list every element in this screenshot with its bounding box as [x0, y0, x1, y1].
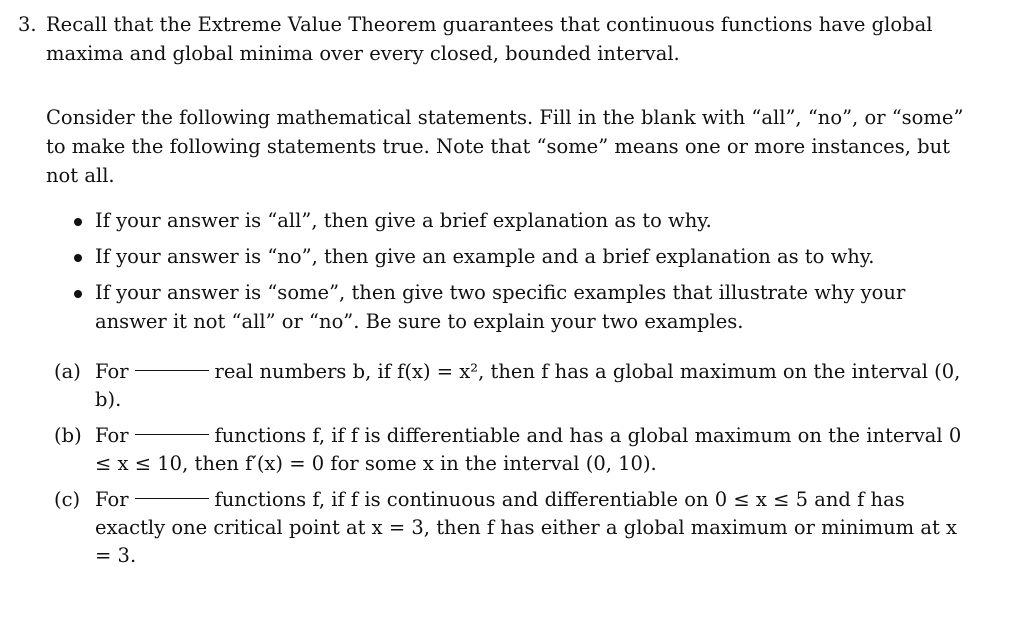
bullet-item [74, 206, 968, 235]
part-statement: real numbers b, if f(x) = x², then f has a global maximum on the interval (0, b). [95, 360, 961, 411]
bullet-icon [74, 218, 82, 226]
part-statement: functions f, if f is continuous and differentiable on 0 ≤ x ≤ 5 and f has exactly one critical point at x = 3, then f has either a global maximum or minimum at x = 3. [95, 488, 958, 567]
bullet-item [74, 242, 968, 271]
problem-number: 3. [18, 13, 37, 36]
instruction-bullets [18, 206, 968, 336]
problem-3 [18, 10, 968, 578]
answer-blank[interactable] [135, 369, 209, 371]
problem-intro: Recall that the Extreme Value Theorem guarantees that continuous functions have global maxima and global minima over every closed, bounded interval. [46, 13, 933, 65]
part-c [54, 486, 968, 570]
bullet-item [74, 278, 968, 336]
bullet-icon [74, 254, 82, 262]
part-lead: For [95, 424, 129, 447]
bullet-text: If your answer is “some”, then give two specific examples that illustrate why your answer it not “all” or “no”. Be sure to explain your two examples. [95, 281, 906, 333]
part-a [54, 358, 968, 414]
bullet-text: If your answer is “no”, then give an example and a brief explanation as to why. [95, 245, 875, 268]
problem-instructions: Consider the following mathematical statements. Fill in the blank with “all”, “no”, or “some” to make the following statements true. Note that “some” means one or more instances, but not all. [46, 106, 964, 187]
bullet-icon [74, 290, 82, 298]
bullet-text: If your answer is “all”, then give a brief explanation as to why. [95, 209, 712, 232]
part-label: (a) [54, 360, 81, 383]
answer-blank[interactable] [135, 497, 209, 499]
part-label: (c) [54, 488, 81, 511]
part-lead: For [95, 360, 129, 383]
problem-parts [18, 358, 968, 570]
part-statement: functions f, if f is differentiable and has a global maximum on the interval 0 ≤ x ≤ 10, then f′(x) = 0 for some x in the interval (0, 10). [95, 424, 962, 475]
part-lead: For [95, 488, 129, 511]
part-b [54, 422, 968, 478]
answer-blank[interactable] [135, 433, 209, 435]
problem-header [18, 10, 968, 68]
part-label: (b) [54, 424, 82, 447]
